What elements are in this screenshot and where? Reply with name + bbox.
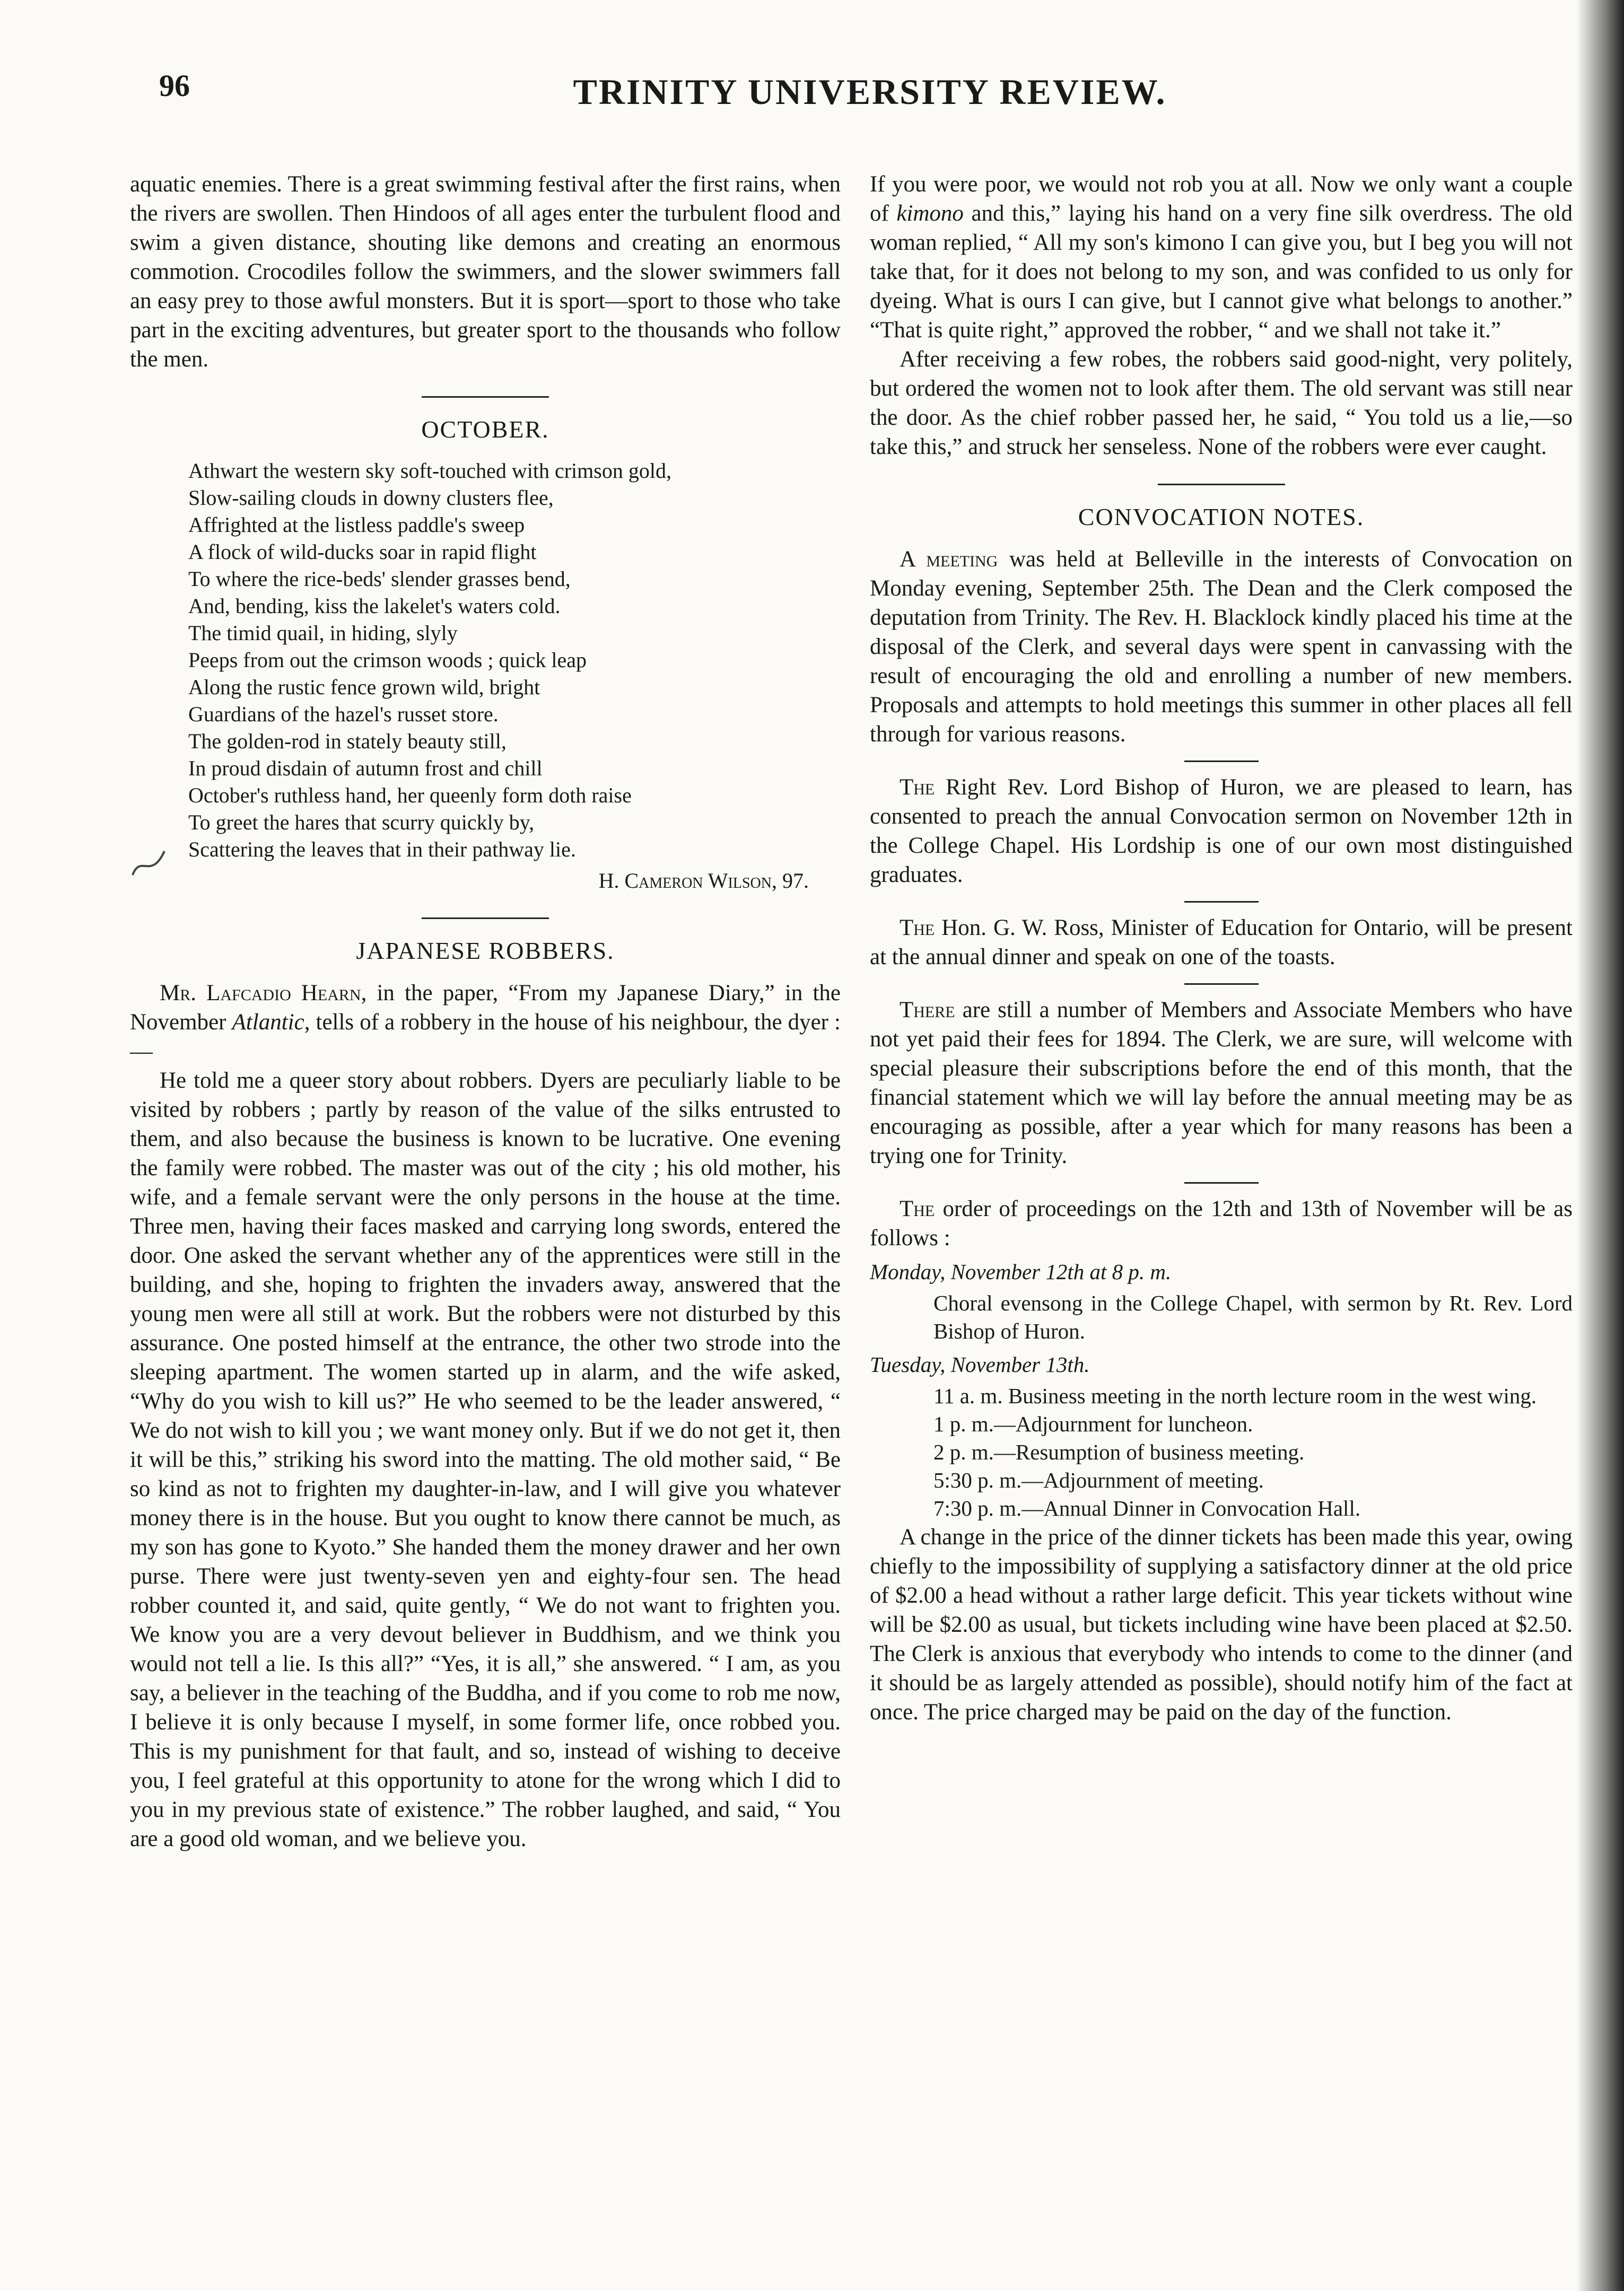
lead-word: The <box>900 915 935 940</box>
poem-line: To where the rice-beds' slender grasses bend, <box>188 567 571 591</box>
schedule-item: 2 p. m.—Resumption of business meeting. <box>933 1440 1305 1464</box>
article-text: kimono <box>896 201 964 226</box>
notes-title: CONVOCATION NOTES. <box>1078 503 1365 530</box>
article-paragraph <box>130 978 841 1066</box>
scan-edge-shadow <box>1576 0 1624 2291</box>
ink-mark <box>127 843 170 886</box>
section-divider <box>1158 484 1285 485</box>
schedule <box>870 1258 1573 1523</box>
article-title: JAPANESE ROBBERS. <box>356 937 615 964</box>
poem-line: Affrighted at the listless paddle's sweep <box>188 513 525 537</box>
lead-word: There <box>900 998 955 1022</box>
right-column <box>870 170 1573 1727</box>
article-continuation <box>870 170 1573 345</box>
left-column <box>130 170 841 1853</box>
schedule-item: 11 a. m. Business meeting in the north lecture room in the west wing. <box>933 1384 1537 1408</box>
schedule-item: Choral evensong in the College Chapel, with sermon by Rt. Rev. Lord Bishop of Huron. <box>933 1291 1573 1343</box>
section-divider <box>422 917 549 919</box>
notes-paragraph <box>870 545 1573 749</box>
poem-line: Slow-sailing clouds in downy clusters flee, <box>188 486 554 510</box>
poem-line: The timid quail, in hiding, slyly <box>188 621 458 645</box>
schedule-item: 1 p. m.—Adjournment for luncheon. <box>933 1412 1253 1436</box>
poem-title: OCTOBER. <box>421 416 549 443</box>
poem-line: A flock of wild-ducks soar in rapid flight <box>188 540 537 564</box>
page-header <box>159 58 1581 122</box>
note-divider <box>1184 901 1259 903</box>
journal-title: TRINITY UNIVERSITY REVIEW. <box>573 72 1167 112</box>
note-divider <box>1184 760 1259 762</box>
notes-text: Right Rev. Lord Bishop of Huron, we are pleased to learn, has consented to preach the annual Convocation sermon on November 12th in the College Chapel. His Lordship is one of our own most distinguished graduates. <box>870 775 1573 887</box>
page-number: 96 <box>159 68 190 103</box>
section-divider <box>422 396 549 398</box>
notes-text: are still a number of Members and Associate Members who have not yet paid their fees for 1894. The Clerk, we are sure, will welcome with special pleasure their subscriptions before the end of this month, that the financial statement which we will lay before the annual meeting may be as encouraging as possible, after a year which for many reasons has been a trying one for Trinity. <box>870 998 1573 1168</box>
notes-paragraph <box>870 995 1573 1170</box>
article-text: , tells of a robbery in the house of his neighbour, the dyer :— <box>130 1010 841 1064</box>
lead-word: The <box>900 775 935 800</box>
intro-paragraph: aquatic enemies. There is a great swimming festival after the first rains, when the rivers are swollen. Then Hindoos of all ages enter the turbulent flood and swim a given distance, shouting like demons and creating an enormous commotion. Crocodiles follow the swimmers, and the slower swimmers fall an easy prey to those awful monsters. But it is sport—sport to those who take part in the exciting adventures, but greater sport to the thousands who follow the men. <box>130 172 841 372</box>
poem-line: Guardians of the hazel's russet store. <box>188 702 499 726</box>
poem-line: And, bending, kiss the lakelet's waters cold. <box>188 594 561 618</box>
notes-paragraph: A change in the price of the dinner tickets has been made this year, owing chiefly to the impossibility of supplying a satisfactory dinner at the old price of $2.00 a head without a rather large deficit. This year tickets without wine will be $2.00 as usual, but tickets including wine have been placed at $2.50. The Clerk is anxious that everybody who intends to come to the dinner (and it should be as largely attended as possible), should notify him of the fact at once. The price charged may be paid on the day of the function. <box>870 1525 1573 1725</box>
lead-word: A meeting <box>900 547 998 572</box>
magazine-name: Atlantic <box>232 1010 304 1035</box>
poem-line: October's ruthless hand, her queenly form doth raise <box>188 783 632 807</box>
poem-line: In proud disdain of autumn frost and chill <box>188 756 543 780</box>
article-text: and this,” laying his hand on a very fine silk overdress. The old woman replied, “ All my son's kimono I can give you, but I beg you will not take that, for it does not belong to my son, and was confided to us only for dyeing. What is ours I can give, but I cannot give what belongs to another.” “That is quite right,” approved the robber, “ and we shall not take it.” <box>870 201 1573 343</box>
note-divider <box>1184 1182 1259 1184</box>
author-name: Mr. Lafcadio Hearn <box>160 981 361 1005</box>
note-divider <box>1184 983 1259 985</box>
notes-paragraph <box>870 1194 1573 1253</box>
lead-word: The <box>900 1196 935 1221</box>
article-text: If you were poor, we would not rob you at all. Now we only want a couple of <box>870 172 1573 226</box>
poem-line: Peeps from out the crimson woods ; quick leap <box>188 648 587 672</box>
schedule-item: 7:30 p. m.—Annual Dinner in Convocation Hall. <box>933 1496 1361 1520</box>
poem-line: The golden-rod in stately beauty still, <box>188 729 507 753</box>
poem-line: Scattering the leaves that in their pathway lie. <box>188 837 576 861</box>
notes-text: was held at Belleville in the interests of Convocation on Monday evening, September 25th. The Dean and the Clerk composed the deputation from Trinity. The Rev. H. Blacklock kindly placed his time at the disposal of the Clerk, and several days were spent in canvassing with the result of encouraging the old and enrolling a number of new members. Proposals and attempts to hold meetings this summer in other places all fell through for various reasons. <box>870 547 1573 747</box>
poem-line: To greet the hares that scurry quickly by, <box>188 810 535 834</box>
poem-line: Athwart the western sky soft-touched with crimson gold, <box>188 459 671 483</box>
notes-text: order of proceedings on the 12th and 13th of November will be as follows : <box>870 1196 1573 1251</box>
notes-paragraph <box>870 773 1573 889</box>
notes-text: Hon. G. W. Ross, Minister of Education for Ontario, will be present at the annual dinner and speak on one of the toasts. <box>870 915 1573 969</box>
article-paragraph: After receiving a few robes, the robbers said good-night, very politely, but ordered the women not to look after them. The old servant was still near the door. As the chief robber passed her, he said, “ You told us a lie,—so take this,” and struck her senseless. None of the robbers were ever caught. <box>870 347 1573 459</box>
poem-line: Along the rustic fence grown wild, bright <box>188 675 540 699</box>
poem-author: H. Cameron Wilson, 97. <box>598 869 809 893</box>
article-paragraph: He told me a queer story about robbers. Dyers are peculiarly liable to be visited by robbers ; partly by reason of the value of the silks entrusted to them, and also because the business is known to be lucrative. One evening the family were robbed. The master was out of the city ; his old mother, his wife, and a female servant were the only persons in the house at the time. Three men, having their faces masked and carrying long swords, entered the door. One asked the servant whether any of the apprentices were still in the building, and she, hoping to frighten the invaders away, answered that the young men were all still at work. But the robbers were not disturbed by this assurance. One posted himself at the entrance, the other two strode into the sleeping apartment. The women started up in alarm, and the wife asked, “Why do you wish to kill us?” He who seemed to be the leader answered, “ We do not wish to kill you ; we want money only. But if we do not get it, then it will be this,” striking his sword into the matting. The old mother said, “ Be so kind as not to frighten my daughter-in-law, and I will give you whatever money there is in the house. But you ought to know there cannot be much, as my son has gone to Kyoto.” She handed them the money drawer and her own purse. There were just twenty-seven yen and eighty-four sen. The head robber counted it, and said, quite gently, “ We do not want to frighten you. We know you are a very devout believer in Buddhism, and we think you would not tell a lie. Is this all?” “Yes, it is all,” she answered. “ I am, as you say, a believer in the teaching of the Buddha, and if you come to rob me now, I believe it is only because I myself, in some former life, once robbed you. This is my punishment for that fault, and so, instead of wishing to deceive you, I feel grateful at this opportunity to atone for the wrong which I did to you in my previous state of existence.” The robber laughed, and said, “ You are a good old woman, and we believe you. <box>130 1068 841 1851</box>
poem <box>188 457 841 863</box>
schedule-day: Tuesday, November 13th. <box>870 1352 1090 1377</box>
article-text: , in the paper, “From my Japanese Diary,” in the November <box>130 981 841 1035</box>
notes-paragraph <box>870 913 1573 972</box>
schedule-item: 5:30 p. m.—Adjournment of meeting. <box>933 1468 1264 1492</box>
schedule-day: Monday, November 12th at 8 p. m. <box>870 1260 1172 1284</box>
